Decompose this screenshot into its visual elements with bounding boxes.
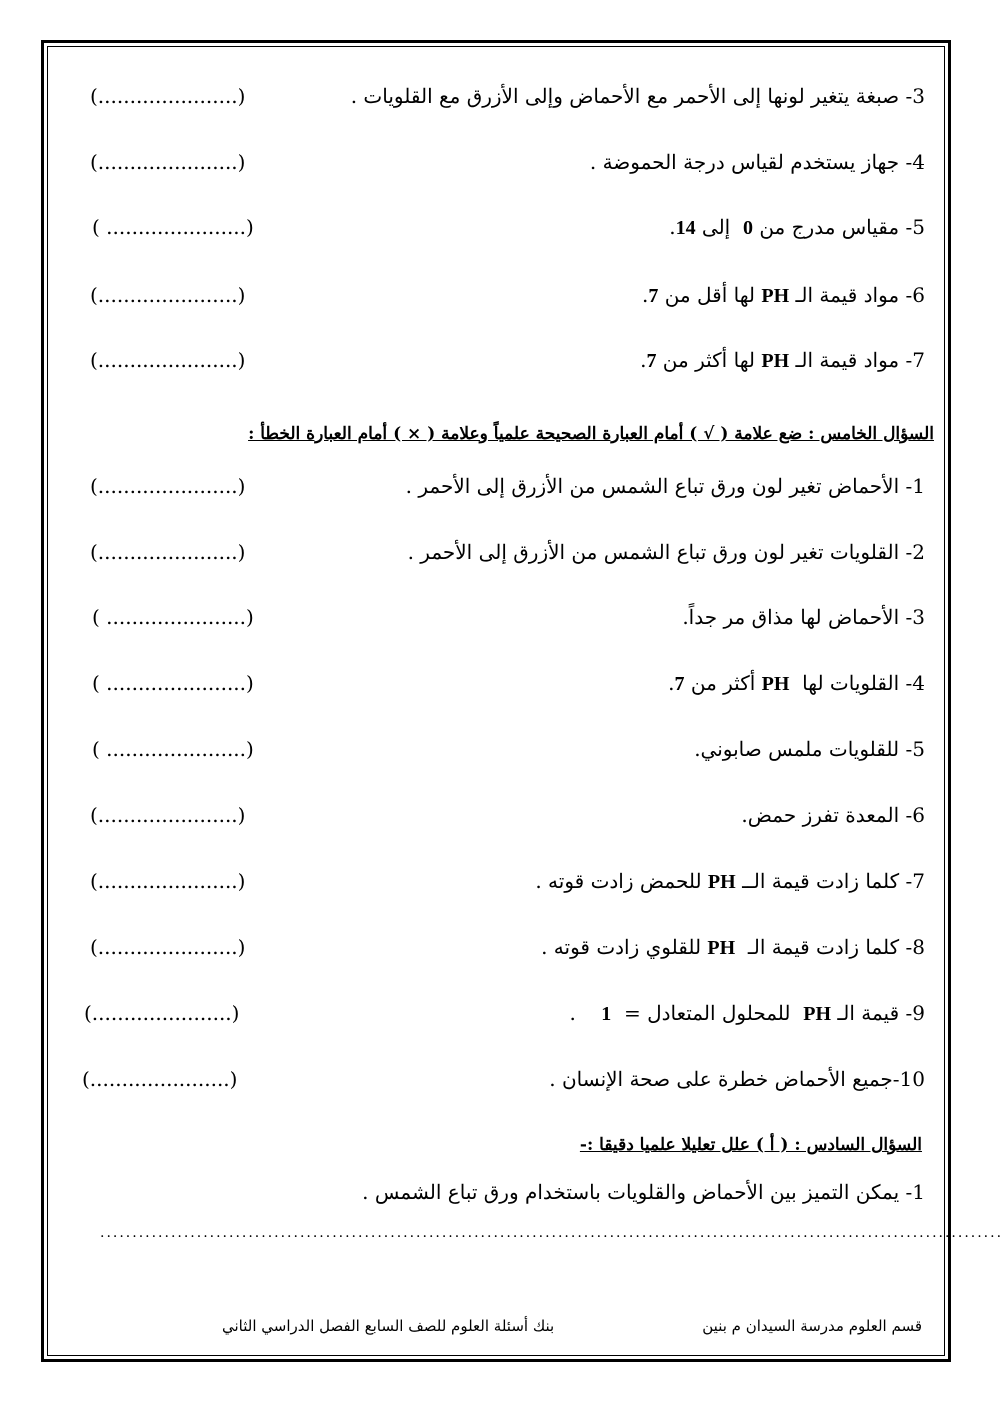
question-item <box>80 666 925 700</box>
answer-blank[interactable]: (......................) <box>82 1067 238 1091</box>
question-item <box>80 210 925 244</box>
statement: 2- القلويات تغير لون ورق تباع الشمس من الأزرق إلى الأحمر . <box>407 540 925 564</box>
statement: 7- كلما زادت قيمة الــ PH للحمض زادت قوته . <box>535 869 925 893</box>
question-item <box>80 864 925 898</box>
answer-blank[interactable]: ( ......................) <box>92 737 254 761</box>
question-item <box>80 79 925 113</box>
question-item <box>80 535 925 569</box>
question-item <box>80 996 925 1030</box>
answer-blank[interactable]: (......................) <box>90 84 246 108</box>
answer-blank[interactable]: (......................) <box>90 935 246 959</box>
statement: 10-جميع الأحماض خطرة على صحة الإنسان . <box>549 1067 925 1091</box>
statement: 5- للقلويات ملمس صابوني. <box>694 737 925 761</box>
answer-blank[interactable]: (......................) <box>90 803 246 827</box>
answer-blank[interactable]: (......................) <box>90 540 246 564</box>
statement: 5- مقياس مدرج من 0 إلى 14. <box>669 215 925 239</box>
footer-title: بنك أسئلة العلوم للصف السابع الفصل الدراسي الثاني <box>222 1317 555 1335</box>
statement: 3- الأحماض لها مذاق مر جداً. <box>682 605 925 629</box>
question-item <box>80 930 925 964</box>
statement: 3- صبغة يتغير لونها إلى الأحمر مع الأحماض وإلى الأزرق مع القلويات . <box>350 84 925 108</box>
statement: 1- يمكن التميز بين الأحماض والقلويات باستخدام ورق تباع الشمس . <box>362 1180 925 1204</box>
question-item <box>80 278 925 312</box>
statement: 1- الأحماض تغير لون ورق تباع الشمس من الأزرق إلى الأحمر . <box>405 474 925 498</box>
question-item <box>80 469 925 503</box>
statement: 4- جهاز يستخدم لقياس درجة الحموضة . <box>589 150 925 174</box>
statement: 7- مواد قيمة الـ PH لها أكثر من 7. <box>640 348 925 372</box>
question-item <box>80 1175 925 1209</box>
section-6-heading: السؤال السادس : ( أ ) علل تعليلا علميا دقيقا :- <box>579 1135 922 1155</box>
answer-blank[interactable]: ( ......................) <box>92 605 254 629</box>
answer-blank[interactable]: (......................) <box>90 348 246 372</box>
statement: 4- القلويات لها PH أكثر من 7. <box>668 671 925 695</box>
answer-blank[interactable]: (......................) <box>90 283 246 307</box>
answer-blank[interactable]: ( ......................) <box>92 671 254 695</box>
question-item <box>80 798 925 832</box>
section-5-heading: السؤال الخامس : ضع علامة ( √ ) أمام العبارة الصحيحة علمياً وعلامة ( × ) أمام العبارة الخطأ : <box>248 424 934 444</box>
statement: 8- كلما زادت قيمة الـ PH للقلوي زادت قوته . <box>541 935 925 959</box>
footer-department: قسم العلوم مدرسة السيدان م بنين <box>702 1317 922 1335</box>
answer-blank[interactable]: (......................) <box>90 474 246 498</box>
question-item <box>80 343 925 377</box>
question-item <box>80 600 925 634</box>
answer-blank[interactable]: ( ......................) <box>92 215 254 239</box>
answer-blank[interactable]: (......................) <box>90 869 246 893</box>
question-item <box>80 732 925 766</box>
answer-blank[interactable]: (......................) <box>84 1001 240 1025</box>
answer-blank[interactable]: (......................) <box>90 150 246 174</box>
statement: 9- قيمة الـ PH للمحلول المتعادل = 1 . <box>569 1001 925 1025</box>
question-item <box>80 1062 925 1096</box>
answer-line[interactable]: ............................................................................................................................................ <box>100 1225 1003 1241</box>
question-item <box>80 145 925 179</box>
statement: 6- المعدة تفرز حمض. <box>741 803 925 827</box>
statement: 6- مواد قيمة الـ PH لها أقل من 7. <box>641 283 925 307</box>
